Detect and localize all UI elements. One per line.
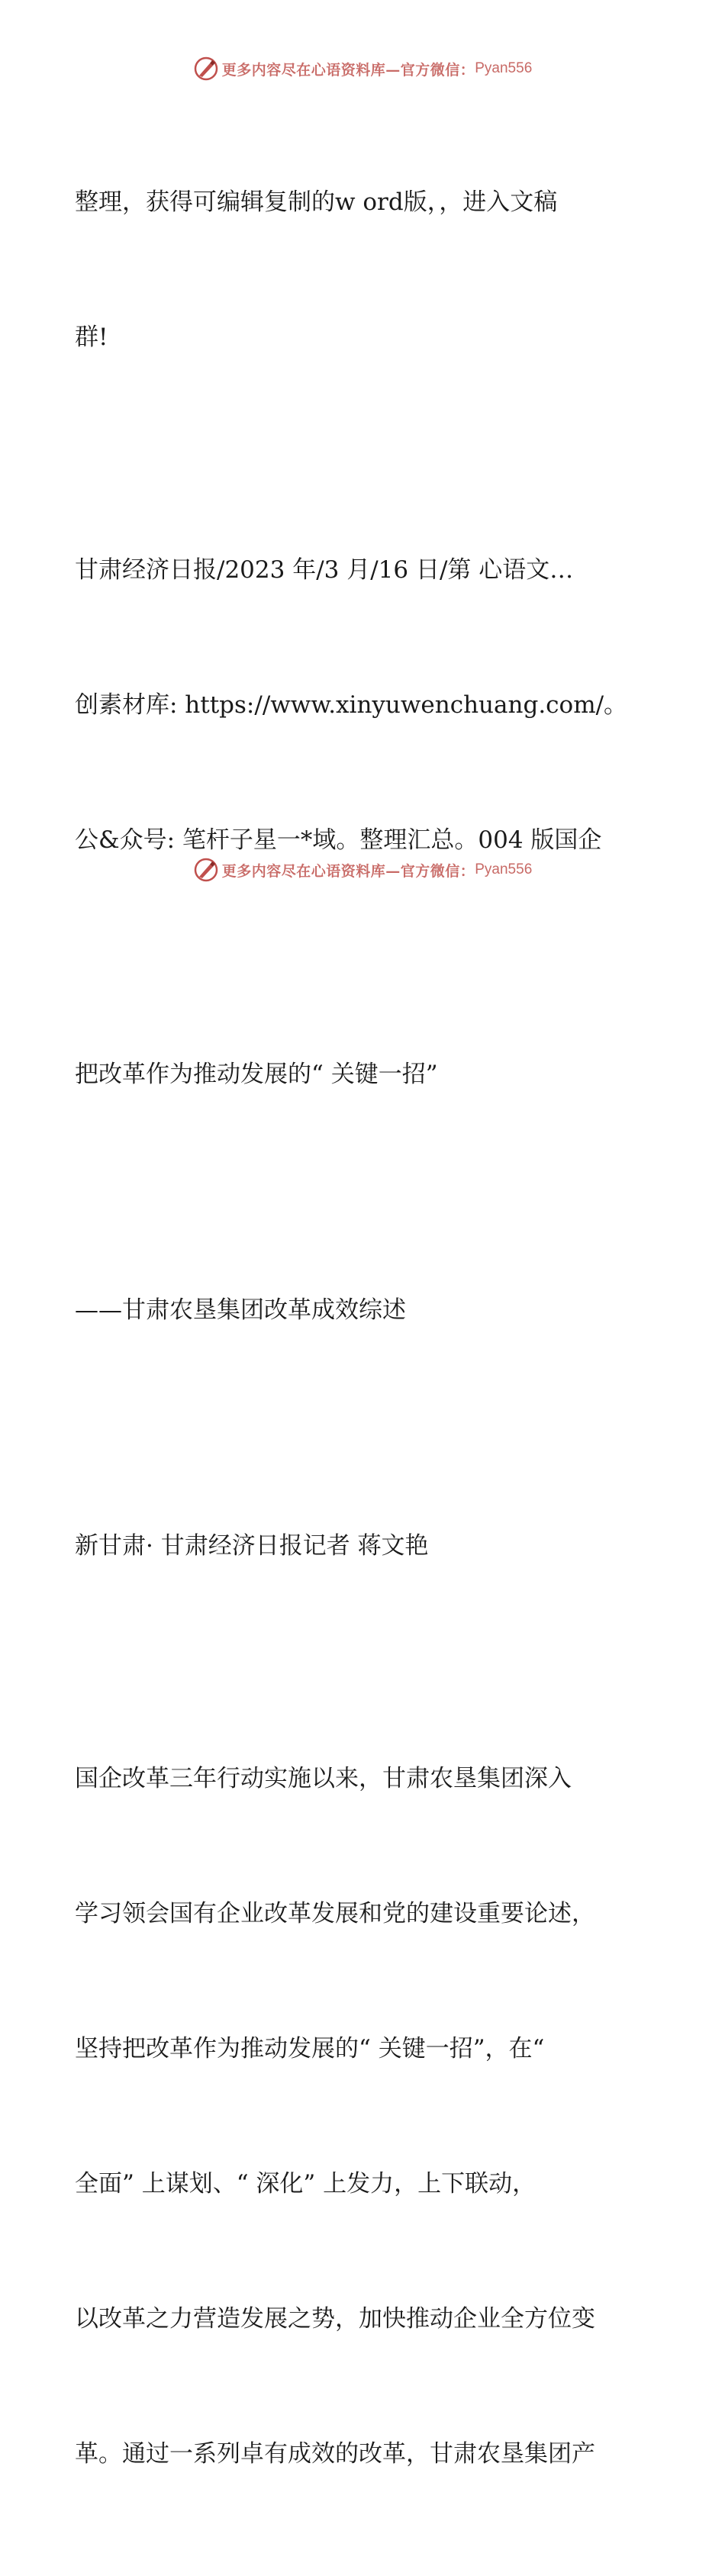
article-byline: 新甘肃· 甘肃经济日报记者 蒋文艳 xyxy=(75,1532,429,1560)
footer-watermark xyxy=(0,855,725,885)
watermark-text: 更多内容尽在心语资料库—官方微信： xyxy=(221,61,475,79)
text-line: 整理，获得可编辑复制的w ord版，，进入文稿 xyxy=(75,188,558,216)
text-line: 革。通过一系列卓有成效的改革，甘肃农垦集团产 xyxy=(75,2440,595,2468)
body-paragraph xyxy=(75,1666,655,2567)
pen-logo-icon xyxy=(193,56,219,82)
pen-logo-icon xyxy=(193,857,219,883)
text-line: 全面” 上谋划、“ 深化” 上发力，上下联动， xyxy=(75,2170,536,2198)
watermark-wechat-id: Pyan556 xyxy=(475,861,533,877)
header-watermark xyxy=(0,53,725,84)
document-content xyxy=(75,90,655,2576)
text-line: 以改革之力营造发展之势，加快推动企业全方位变 xyxy=(75,2305,595,2333)
text-line: 创素材库: https://www.xinyuwenchuang.com/。 xyxy=(75,691,628,719)
watermark-wechat-id: Pyan556 xyxy=(475,60,533,76)
intro-paragraph xyxy=(75,90,655,450)
watermark-text: 更多内容尽在心语资料库—官方微信： xyxy=(221,862,475,880)
text-line: 公&众号: 笔杆子星一*域。整理汇总。004 版国企 xyxy=(75,826,602,854)
text-line: 坚持把改革作为推动发展的“ 关键一招”，在“ xyxy=(75,2035,545,2062)
article-subtitle: ——甘肃农垦集团改革成效综述 xyxy=(75,1296,406,1324)
text-line: 群! xyxy=(75,324,108,351)
text-line: 学习领会国有企业改革发展和党的建设重要论述， xyxy=(75,1900,595,1927)
article-title: 把改革作为推动发展的“ 关键一招” xyxy=(75,1061,438,1088)
text-line: 甘肃经济日报/2023 年/3 月/16 日/第 心语文… xyxy=(75,556,574,584)
text-line: 国企改革三年行动实施以来，甘肃农垦集团深入 xyxy=(75,1765,572,1792)
